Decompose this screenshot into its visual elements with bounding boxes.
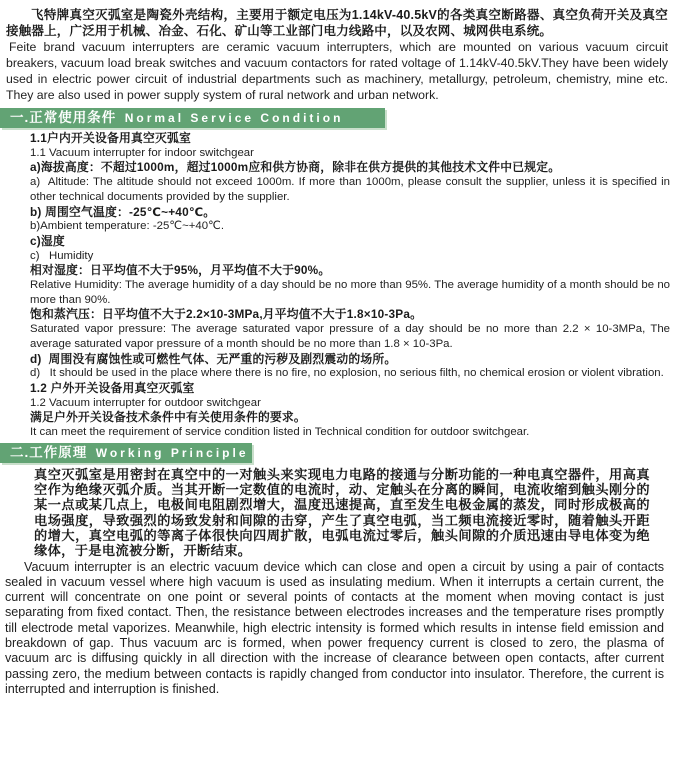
section2-heading-en: Working Principle — [95, 445, 249, 460]
condition-line: 饱和蒸汽压：日平均值不大于2.2×10-3MPa,月平均值不大于1.8×10-3Pa。 — [30, 307, 423, 322]
condition-line: 相对湿度：日平均值不大于95%，月平均值不大于90%。 — [30, 263, 331, 278]
condition-line: b)Ambient temperature: -25℃~+40℃. — [30, 220, 225, 233]
condition-line: 1.1户内开关设备用真空灭弧室 — [30, 131, 191, 145]
condition-line: d) 周围没有腐蚀性或可燃性气体、无严重的污秽及剧烈震动的场所。 — [30, 351, 397, 366]
condition-line: 满足户外开关设备技术条件中有关使用条件的要求。 — [30, 410, 306, 425]
condition-line: It can meet the requirement of service condition listed in Technical condition for outdoor switchgear. — [30, 426, 530, 439]
condition-line: d) It should be used in the place where there is no fire, no explosion, no serious filth, no chemical erosion or violent vibration. — [30, 367, 664, 380]
condition-line: 1.2 户外开关设备用真空灭弧室 — [30, 380, 195, 395]
condition-line: c) Humidity — [30, 249, 94, 262]
working-principle-paragraph-en: Vacuum interrupter is an electric vacuum device which can close and open a circuit by using a pair of contacts sealed in vacuum vessel where high vacuum is used as insulating medium. When it interrupts a certain current, the current will concentrate on one point or several points of contacts at the moment when moving contact is just separating from fixed contact. Then, the resistance between electrodes increases and the temperature rises promptly till electrode metal vaporizes. Meanwhile, high electric intensity is formed which results in intense field emission and breakdown of gap. Thus vacuum arc is formed, when power frequency current is closed to zero, the plasma of vacuum arc is diffusing quickly in all direction with the increase of clearance between open contacts, after current passing zero, the medium between contacts is rapidly changed from conductor into insulator. Therefore, the current is interrupted and interruption is finished. — [5, 559, 664, 696]
section2-heading-cn: 二.工作原理 — [10, 444, 88, 460]
condition-line: a)海拔高度：不超过1000m，超过1000m应和供方协商，除非在供方提供的其他技术文件中已规定。 — [30, 160, 561, 175]
condition-line: 1.2 Vacuum interrupter for outdoor switchgear — [30, 396, 261, 409]
section1-heading-cn: 一.正常使用条件 — [10, 110, 117, 125]
service-conditions-list — [30, 131, 674, 440]
intro-paragraph-en: Feite brand vacuum interrupters are ceramic vacuum interrupters, which are mounted on various vacuum circuit breakers, vacuum load break switches and vacuum contactors for rated voltage of 1.14kV-40.5kV.They have been widely used in electric power circuit of industrial departments such as machinery, metallurgy, petroleum, chemistry, mine etc. They are also used in power supply system of rural network and urban network. — [6, 40, 668, 102]
condition-line: 1.1 Vacuum interrupter for indoor switchgear — [30, 146, 254, 159]
intro-paragraph-cn: 飞特牌真空灭弧室是陶瓷外壳结构，主要用于额定电压为1.14kV-40.5kV的各类真空断路器、真空负荷开关及真空接触器上，广泛用于机械、冶金、石化、矿山等工业部门电力线路中，以及农网、城网供电系统。 — [6, 8, 668, 38]
condition-line: a) Altitude: The altitude should not exceed 1000m. If more than 1000m, please consult the supplier, unless it is specified in other technical documents provided by the supplier. — [30, 176, 674, 203]
condition-line: Saturated vapor pressure: The average saturated vapor pressure of a day should be no more than 2.2 × 10-3MPa, The average saturated vapor pressure of a month should be no more than 1.8 × 10-3Pa. — [30, 323, 674, 350]
section1-heading-en: Normal Service Condition — [124, 111, 344, 125]
condition-line: Relative Humidity: The average humidity of a day should be no more than 95%. The average humidity of a month should be no more than 90%. — [30, 279, 674, 306]
condition-line: c)湿度 — [30, 233, 65, 248]
condition-line: b) 周围空气温度：-25℃~+40℃。 — [30, 204, 216, 219]
section1-heading-bar — [0, 108, 385, 128]
section2-heading-bar — [0, 443, 252, 463]
intro-section — [0, 0, 676, 103]
working-principle-paragraph-cn: 真空灭弧室是用密封在真空中的一对触头来实现电力电路的接通与分断功能的一种电真空器件，用高真空作为绝缘灭弧介质。当其开断一定数值的电流时，动、定触头在分离的瞬间，电流收缩到触头刚分的某一点或某几点上，电极间电阻剧烈增大，温度迅速提高，直至发生电极金属的蒸发，同时形成极高的电场强度，导致强烈的场致发射和间隙的击穿，产生了真空电弧，当工频电流接近零时，随着触头开距的增大，真空电弧的等离子体很快向四周扩散，电弧电流过零后，触头间隙的介质迅速由导电体变为绝缘体，于是电流被分断，开断结束。 — [34, 466, 650, 559]
